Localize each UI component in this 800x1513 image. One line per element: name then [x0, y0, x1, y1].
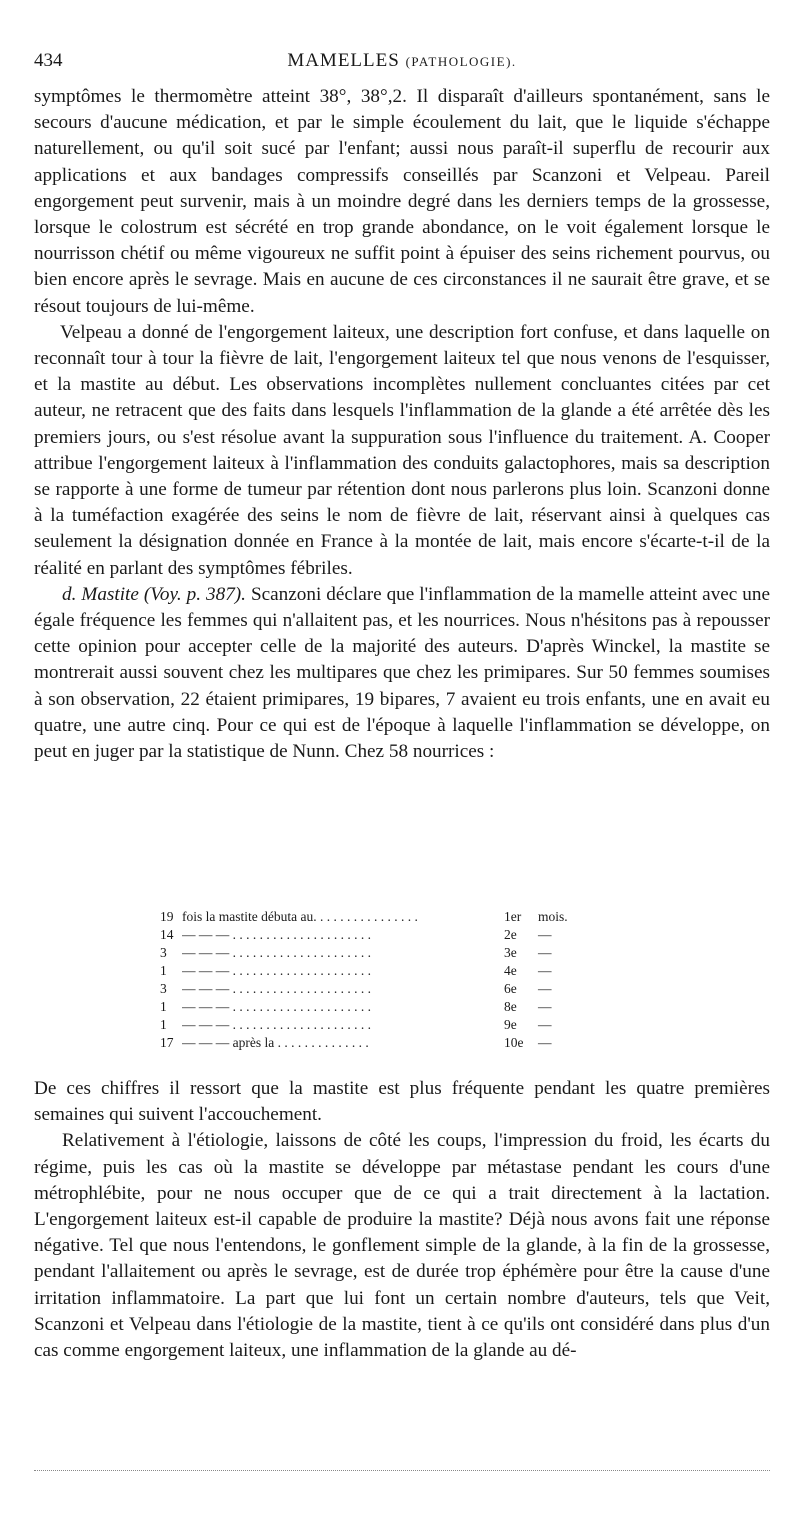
table-row: [160, 944, 660, 962]
table-row: [160, 962, 660, 980]
table-row: [160, 980, 660, 998]
page-number: 434: [34, 50, 63, 71]
table-unit: —: [538, 981, 552, 996]
table-ordinal: 4e: [504, 963, 517, 978]
table-text: — — — . . . . . . . . . . . . . . . . . . . . .: [182, 963, 371, 978]
cross-reference: (Voy. p. 387).: [143, 583, 246, 605]
table-row: [160, 926, 660, 944]
table-text: — — — après la . . . . . . . . . . . . . .: [182, 1035, 369, 1050]
table-ordinal: 9e: [504, 1017, 517, 1032]
running-title: [34, 50, 770, 72]
table-count: 3: [160, 981, 167, 996]
table-unit: —: [538, 927, 552, 942]
table-unit: mois.: [538, 909, 568, 924]
running-title-sub: (PATHOLOGIE).: [405, 54, 517, 69]
main-text-continued: [34, 1076, 770, 1364]
table-unit: —: [538, 945, 552, 960]
table-count: 1: [160, 999, 167, 1014]
paragraph-continuation: symptômes le thermomètre atteint 38°, 38°,2. Il disparaît d'ailleurs spontanément, sans le secours d'aucune médication, et par le simple écoulement du lait, que le liquide s'échappe naturellement, ou qu'il soit sucé par l'enfant; aussi nous paraît-il superflu de recourir aux applications et aux bandages compressifs conseillés par Scanzoni et Velpeau. Pareil engorgement peut survenir, mais à un moindre degré dans les derniers temps de la grossesse, lorsque le colostrum est sécrété en trop grande abondance, on le voit également lorsque le nourrisson chétif ou même vigoureux ne suffit point à épuiser des seins richement pourvus, ou bien encore après le sevrage. Mais en aucune de ces circonstances il ne saurait être grave, et se résout toujours de lui-même.: [34, 86, 770, 317]
table-ordinal: 8e: [504, 999, 517, 1014]
table-row: [160, 908, 660, 926]
table-count: 17: [160, 1035, 174, 1050]
table-unit: —: [538, 999, 552, 1014]
section-label: d. Mastite: [62, 583, 139, 605]
table-count: 14: [160, 927, 174, 942]
table-ordinal: 6e: [504, 981, 517, 996]
table-text: — — — . . . . . . . . . . . . . . . . . . . . .: [182, 1017, 371, 1032]
table-text: — — — . . . . . . . . . . . . . . . . . . . . .: [182, 927, 371, 942]
running-header: [34, 46, 770, 76]
table-count: 1: [160, 1017, 167, 1032]
table-text: — — — . . . . . . . . . . . . . . . . . . . . .: [182, 999, 371, 1014]
table-row: [160, 1016, 660, 1034]
table-ordinal: 10e: [504, 1035, 524, 1050]
table-text: — — — . . . . . . . . . . . . . . . . . . . . .: [182, 981, 371, 996]
nunn-statistics-table: [160, 908, 660, 1052]
paragraph-etiologie: Relativement à l'étiologie, laissons de côté les coups, l'impression du froid, les écarts du régime, puis les cas où la mastite se développe par métastase pendant les cours d'une métrophlébite, pour ne nous occuper que de ce qui a trait directement à la lactation. L'engorgement laiteux est-il capable de produire la mastite? Déjà nous avons fait une réponse négative. Tel que nous l'entendons, le gonflement simple de la glande, à la fin de la grossesse, pendant l'allaitement ou après le sevrage, est de durée trop éphémère pour être la cause d'une irritation inflammatoire. La part que lui font un certain nombre d'auteurs, tels que Veit, Scanzoni et Velpeau dans l'étiologie de la mastite, tient à ce qu'ils ont considéré dans plus d'un cas comme engorgement laiteux, une inflammation de la glande au dé-: [34, 1130, 770, 1362]
running-title-main: MAMELLES: [287, 50, 400, 71]
table-ordinal: 3e: [504, 945, 517, 960]
table-unit: —: [538, 1017, 552, 1032]
footer-divider: [34, 1470, 770, 1471]
table-ordinal: 1er: [504, 909, 522, 924]
mastite-text: Scanzoni déclare que l'inflammation de la mamelle atteint avec une égale fréquence les femmes qui n'allaitent pas, et les nourrices. Nous n'hésitons pas à repousser cette opinion pour accepter celle de la majorité des auteurs. D'après Winckel, la mastite se montrerait aussi souvent chez les multipares que chez les primipares. Sur 50 femmes soumises à son observation, 22 étaient primipares, 19 bipares, 7 avaient eu trois enfants, une en avait eu quatre, une autre cinq. Pour ce qui est de l'époque à laquelle l'inflammation se développe, on peut en juger par la statistique de Nunn. Chez 58 nourrices :: [34, 583, 770, 763]
paragraph-velpeau: Velpeau a donné de l'engorgement laiteux, une description fort confuse, et dans laquelle on reconnaît tour à tour la fièvre de lait, l'engorgement laiteux tel que nous venons de l'esquisser, et la mastite au début. Les observations incomplètes nullement concluantes citées par cet auteur, ne retracent que des faits dans lesquels l'inflammation de la glande a été arrêtée dès les premiers jours, ou s'est résolue avant la suppuration sous l'influence du traitement. A. Cooper attribue l'engorgement laiteux à l'inflammation des conduits galactophores, mais sa description se rapporte à une forme de tumeur par rétention dont nous parlerons plus loin. Scanzoni donne à la tuméfaction exagérée des seins le nom de fièvre de lait, réservant ainsi à quelques cas seulement la désignation donnée en France à la montée de lait, mais encore s'écarte-t-il de la réalité en parlant des symptômes fébriles.: [34, 321, 770, 579]
table-count: 1: [160, 963, 167, 978]
table-ordinal: 2e: [504, 927, 517, 942]
table-unit: —: [538, 963, 552, 978]
main-text: [34, 84, 770, 765]
table-text: fois la mastite débuta au. . . . . . . . . . . . . . . .: [182, 909, 418, 924]
paragraph-conclusion: De ces chiffres il ressort que la mastite est plus fréquente pendant les quatre premières semaines qui suivent l'accouchement.: [34, 1078, 770, 1126]
table-row: [160, 998, 660, 1016]
table-unit: —: [538, 1035, 552, 1050]
table-count: 3: [160, 945, 167, 960]
table-row: [160, 1034, 660, 1052]
table-count: 19: [160, 909, 174, 924]
table-text: — — — . . . . . . . . . . . . . . . . . . . . .: [182, 945, 371, 960]
paragraph-mastite: [34, 582, 770, 765]
